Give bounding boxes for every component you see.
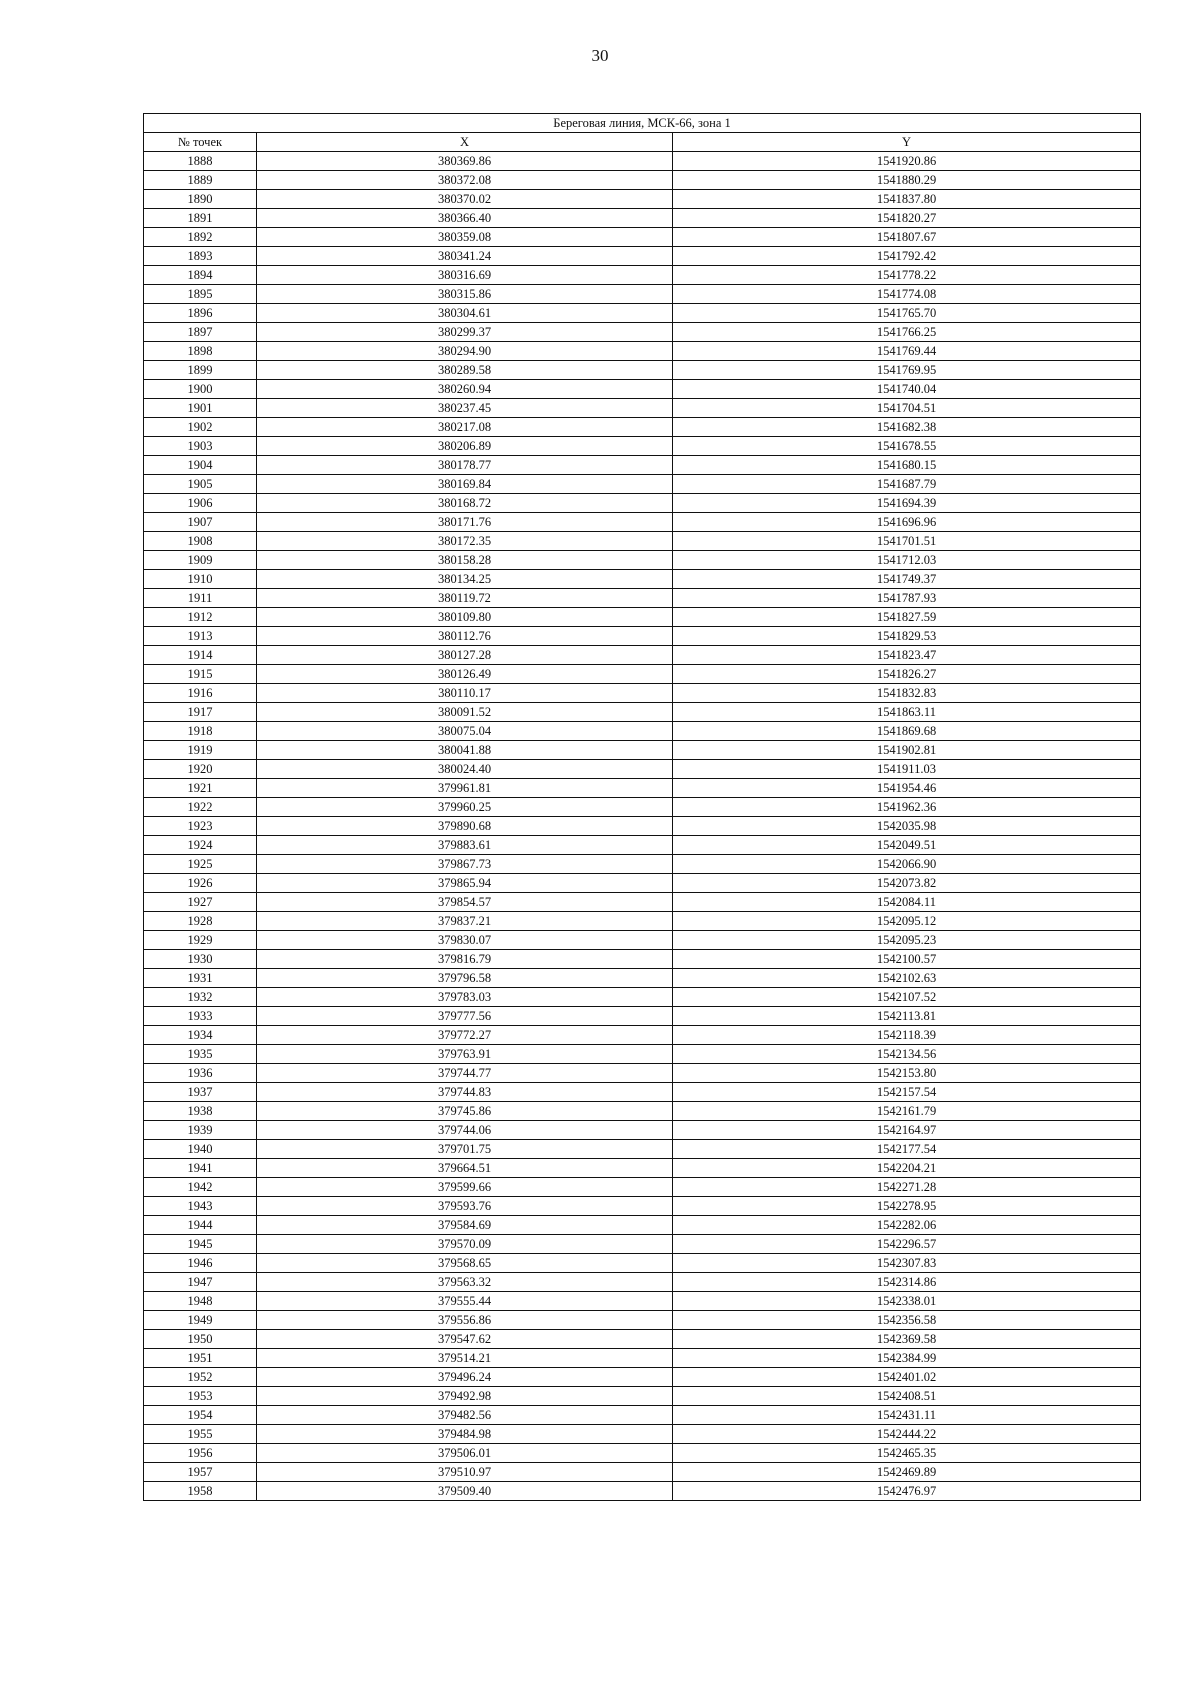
cell-point-number: 1939: [144, 1121, 257, 1140]
cell-point-number: 1945: [144, 1235, 257, 1254]
table-row: [144, 323, 1141, 342]
cell-point-number: 1936: [144, 1064, 257, 1083]
cell-y: 1542296.57: [673, 1235, 1141, 1254]
cell-x: 379593.76: [257, 1197, 673, 1216]
cell-point-number: 1888: [144, 152, 257, 171]
cell-x: 379783.03: [257, 988, 673, 1007]
cell-point-number: 1942: [144, 1178, 257, 1197]
table-row: [144, 1045, 1141, 1064]
cell-x: 379796.58: [257, 969, 673, 988]
table-row: [144, 931, 1141, 950]
cell-y: 1542384.99: [673, 1349, 1141, 1368]
cell-y: 1542444.22: [673, 1425, 1141, 1444]
cell-y: 1541807.67: [673, 228, 1141, 247]
cell-point-number: 1920: [144, 760, 257, 779]
cell-x: 379890.68: [257, 817, 673, 836]
cell-y: 1542356.58: [673, 1311, 1141, 1330]
cell-y: 1542107.52: [673, 988, 1141, 1007]
table-row: [144, 1387, 1141, 1406]
cell-y: 1542177.54: [673, 1140, 1141, 1159]
cell-point-number: 1909: [144, 551, 257, 570]
cell-x: 380172.35: [257, 532, 673, 551]
cell-y: 1541680.15: [673, 456, 1141, 475]
cell-point-number: 1899: [144, 361, 257, 380]
cell-x: 380127.28: [257, 646, 673, 665]
cell-point-number: 1905: [144, 475, 257, 494]
cell-x: 379763.91: [257, 1045, 673, 1064]
cell-x: 380260.94: [257, 380, 673, 399]
cell-point-number: 1949: [144, 1311, 257, 1330]
cell-point-number: 1922: [144, 798, 257, 817]
cell-y: 1541778.22: [673, 266, 1141, 285]
cell-x: 380369.86: [257, 152, 673, 171]
cell-point-number: 1926: [144, 874, 257, 893]
cell-y: 1541880.29: [673, 171, 1141, 190]
cell-y: 1542095.23: [673, 931, 1141, 950]
cell-y: 1542157.54: [673, 1083, 1141, 1102]
table-row: [144, 779, 1141, 798]
cell-y: 1541704.51: [673, 399, 1141, 418]
cell-x: 379960.25: [257, 798, 673, 817]
table-row: [144, 342, 1141, 361]
table-row: [144, 988, 1141, 1007]
cell-point-number: 1938: [144, 1102, 257, 1121]
cell-point-number: 1955: [144, 1425, 257, 1444]
cell-point-number: 1924: [144, 836, 257, 855]
table-row: [144, 1064, 1141, 1083]
table-row: [144, 817, 1141, 836]
cell-x: 379568.65: [257, 1254, 673, 1273]
cell-point-number: 1932: [144, 988, 257, 1007]
cell-point-number: 1947: [144, 1273, 257, 1292]
table-row: [144, 399, 1141, 418]
cell-x: 380372.08: [257, 171, 673, 190]
cell-y: 1541769.44: [673, 342, 1141, 361]
cell-y: 1541911.03: [673, 760, 1141, 779]
cell-y: 1542431.11: [673, 1406, 1141, 1425]
cell-y: 1541920.86: [673, 152, 1141, 171]
cell-x: 379883.61: [257, 836, 673, 855]
cell-x: 379816.79: [257, 950, 673, 969]
cell-point-number: 1956: [144, 1444, 257, 1463]
cell-y: 1542314.86: [673, 1273, 1141, 1292]
cell-x: 380316.69: [257, 266, 673, 285]
cell-point-number: 1943: [144, 1197, 257, 1216]
cell-point-number: 1916: [144, 684, 257, 703]
cell-point-number: 1908: [144, 532, 257, 551]
table-row: [144, 589, 1141, 608]
cell-x: 379584.69: [257, 1216, 673, 1235]
cell-point-number: 1957: [144, 1463, 257, 1482]
cell-y: 1542476.97: [673, 1482, 1141, 1501]
cell-y: 1542338.01: [673, 1292, 1141, 1311]
cell-y: 1541954.46: [673, 779, 1141, 798]
cell-point-number: 1953: [144, 1387, 257, 1406]
cell-y: 1541740.04: [673, 380, 1141, 399]
column-header-x: X: [257, 133, 673, 152]
cell-x: 380217.08: [257, 418, 673, 437]
cell-point-number: 1950: [144, 1330, 257, 1349]
cell-y: 1541682.38: [673, 418, 1141, 437]
cell-point-number: 1933: [144, 1007, 257, 1026]
cell-y: 1541827.59: [673, 608, 1141, 627]
cell-y: 1541902.81: [673, 741, 1141, 760]
cell-y: 1541832.83: [673, 684, 1141, 703]
table-row: [144, 475, 1141, 494]
cell-x: 379830.07: [257, 931, 673, 950]
cell-point-number: 1944: [144, 1216, 257, 1235]
cell-x: 380366.40: [257, 209, 673, 228]
table-row: [144, 722, 1141, 741]
cell-point-number: 1890: [144, 190, 257, 209]
cell-point-number: 1906: [144, 494, 257, 513]
cell-y: 1541765.70: [673, 304, 1141, 323]
cell-y: 1542282.06: [673, 1216, 1141, 1235]
table-row: [144, 684, 1141, 703]
table-row: [144, 1026, 1141, 1045]
cell-x: 380359.08: [257, 228, 673, 247]
cell-point-number: 1925: [144, 855, 257, 874]
cell-y: 1541774.08: [673, 285, 1141, 304]
cell-point-number: 1915: [144, 665, 257, 684]
table-row: [144, 1083, 1141, 1102]
cell-point-number: 1952: [144, 1368, 257, 1387]
cell-x: 380109.80: [257, 608, 673, 627]
table-row: [144, 1159, 1141, 1178]
table-row: [144, 912, 1141, 931]
cell-x: 379745.86: [257, 1102, 673, 1121]
cell-point-number: 1914: [144, 646, 257, 665]
table-row: [144, 627, 1141, 646]
cell-y: 1542307.83: [673, 1254, 1141, 1273]
cell-point-number: 1923: [144, 817, 257, 836]
table-row: [144, 285, 1141, 304]
cell-x: 379506.01: [257, 1444, 673, 1463]
cell-y: 1542095.12: [673, 912, 1141, 931]
cell-x: 379837.21: [257, 912, 673, 931]
cell-y: 1542278.95: [673, 1197, 1141, 1216]
table-row: [144, 1292, 1141, 1311]
cell-point-number: 1891: [144, 209, 257, 228]
cell-x: 379744.06: [257, 1121, 673, 1140]
table-row: [144, 760, 1141, 779]
cell-point-number: 1928: [144, 912, 257, 931]
coordinates-table: [143, 113, 1141, 1501]
table-row: [144, 380, 1141, 399]
table-row: [144, 247, 1141, 266]
table-row: [144, 1102, 1141, 1121]
cell-point-number: 1907: [144, 513, 257, 532]
cell-y: 1541863.11: [673, 703, 1141, 722]
cell-x: 380126.49: [257, 665, 673, 684]
cell-point-number: 1946: [144, 1254, 257, 1273]
table-header-row: [144, 133, 1141, 152]
table-row: [144, 1216, 1141, 1235]
table-row: [144, 152, 1141, 171]
cell-point-number: 1893: [144, 247, 257, 266]
table-row: [144, 1406, 1141, 1425]
table-row: [144, 969, 1141, 988]
cell-x: 379744.77: [257, 1064, 673, 1083]
cell-y: 1542035.98: [673, 817, 1141, 836]
cell-y: 1542401.02: [673, 1368, 1141, 1387]
table-row: [144, 513, 1141, 532]
cell-point-number: 1911: [144, 589, 257, 608]
cell-point-number: 1900: [144, 380, 257, 399]
cell-point-number: 1895: [144, 285, 257, 304]
cell-point-number: 1929: [144, 931, 257, 950]
cell-point-number: 1902: [144, 418, 257, 437]
table-row: [144, 1140, 1141, 1159]
cell-y: 1541701.51: [673, 532, 1141, 551]
cell-x: 380370.02: [257, 190, 673, 209]
cell-point-number: 1918: [144, 722, 257, 741]
table-body: [144, 152, 1141, 1501]
cell-point-number: 1948: [144, 1292, 257, 1311]
table-row: [144, 418, 1141, 437]
cell-y: 1542102.63: [673, 969, 1141, 988]
table-row: [144, 1349, 1141, 1368]
table-row: [144, 304, 1141, 323]
table-row: [144, 1178, 1141, 1197]
cell-x: 380158.28: [257, 551, 673, 570]
cell-point-number: 1940: [144, 1140, 257, 1159]
cell-x: 379563.32: [257, 1273, 673, 1292]
table-row: [144, 950, 1141, 969]
cell-x: 380315.86: [257, 285, 673, 304]
cell-x: 379777.56: [257, 1007, 673, 1026]
cell-point-number: 1954: [144, 1406, 257, 1425]
cell-point-number: 1921: [144, 779, 257, 798]
cell-x: 380289.58: [257, 361, 673, 380]
cell-x: 379570.09: [257, 1235, 673, 1254]
cell-x: 380341.24: [257, 247, 673, 266]
cell-x: 380041.88: [257, 741, 673, 760]
cell-x: 380024.40: [257, 760, 673, 779]
table-row: [144, 228, 1141, 247]
table-row: [144, 532, 1141, 551]
cell-point-number: 1951: [144, 1349, 257, 1368]
table-row: [144, 1463, 1141, 1482]
cell-y: 1541823.47: [673, 646, 1141, 665]
cell-x: 379961.81: [257, 779, 673, 798]
cell-point-number: 1935: [144, 1045, 257, 1064]
table-row: [144, 1311, 1141, 1330]
table-row: [144, 1007, 1141, 1026]
cell-y: 1541837.80: [673, 190, 1141, 209]
cell-y: 1542049.51: [673, 836, 1141, 855]
cell-x: 379514.21: [257, 1349, 673, 1368]
table-row: [144, 1425, 1141, 1444]
table-row: [144, 741, 1141, 760]
page-number: 30: [591, 46, 609, 65]
cell-x: 380110.17: [257, 684, 673, 703]
table-row: [144, 855, 1141, 874]
table-row: [144, 608, 1141, 627]
cell-x: 380091.52: [257, 703, 673, 722]
table-row: [144, 1197, 1141, 1216]
cell-y: 1541792.42: [673, 247, 1141, 266]
cell-y: 1542408.51: [673, 1387, 1141, 1406]
cell-point-number: 1894: [144, 266, 257, 285]
cell-x: 380171.76: [257, 513, 673, 532]
cell-point-number: 1912: [144, 608, 257, 627]
cell-x: 379854.57: [257, 893, 673, 912]
table-row: [144, 266, 1141, 285]
cell-x: 379556.86: [257, 1311, 673, 1330]
table-row: [144, 703, 1141, 722]
table-row: [144, 361, 1141, 380]
cell-y: 1542073.82: [673, 874, 1141, 893]
cell-y: 1542134.56: [673, 1045, 1141, 1064]
table-row: [144, 1482, 1141, 1501]
table-row: [144, 1273, 1141, 1292]
cell-x: 379599.66: [257, 1178, 673, 1197]
table-row: [144, 570, 1141, 589]
cell-y: 1541869.68: [673, 722, 1141, 741]
cell-y: 1542161.79: [673, 1102, 1141, 1121]
table-row: [144, 893, 1141, 912]
cell-y: 1541749.37: [673, 570, 1141, 589]
table-row: [144, 665, 1141, 684]
cell-point-number: 1934: [144, 1026, 257, 1045]
cell-y: 1542113.81: [673, 1007, 1141, 1026]
column-header-point-number: № точек: [144, 133, 257, 152]
cell-point-number: 1901: [144, 399, 257, 418]
table-row: [144, 874, 1141, 893]
cell-x: 380134.25: [257, 570, 673, 589]
cell-x: 380119.72: [257, 589, 673, 608]
cell-x: 379555.44: [257, 1292, 673, 1311]
table-row: [144, 1444, 1141, 1463]
cell-x: 379547.62: [257, 1330, 673, 1349]
cell-y: 1541694.39: [673, 494, 1141, 513]
cell-y: 1541826.27: [673, 665, 1141, 684]
table-caption-row: [144, 114, 1141, 133]
cell-y: 1542066.90: [673, 855, 1141, 874]
cell-x: 380169.84: [257, 475, 673, 494]
cell-x: 379509.40: [257, 1482, 673, 1501]
cell-point-number: 1889: [144, 171, 257, 190]
cell-point-number: 1919: [144, 741, 257, 760]
cell-x: 380075.04: [257, 722, 673, 741]
cell-y: 1542369.58: [673, 1330, 1141, 1349]
cell-x: 379664.51: [257, 1159, 673, 1178]
cell-x: 380206.89: [257, 437, 673, 456]
cell-point-number: 1937: [144, 1083, 257, 1102]
cell-point-number: 1903: [144, 437, 257, 456]
table-row: [144, 456, 1141, 475]
cell-x: 379510.97: [257, 1463, 673, 1482]
cell-x: 379744.83: [257, 1083, 673, 1102]
table-row: [144, 190, 1141, 209]
table-row: [144, 1121, 1141, 1140]
table-row: [144, 1254, 1141, 1273]
table-row: [144, 1235, 1141, 1254]
cell-point-number: 1917: [144, 703, 257, 722]
cell-x: 380304.61: [257, 304, 673, 323]
cell-y: 1541787.93: [673, 589, 1141, 608]
cell-y: 1541696.96: [673, 513, 1141, 532]
cell-y: 1542204.21: [673, 1159, 1141, 1178]
cell-point-number: 1930: [144, 950, 257, 969]
cell-y: 1541678.55: [673, 437, 1141, 456]
table-caption: Береговая линия, МСК-66, зона 1: [144, 114, 1141, 133]
cell-point-number: 1910: [144, 570, 257, 589]
table-row: [144, 1368, 1141, 1387]
cell-y: 1542118.39: [673, 1026, 1141, 1045]
table-row: [144, 646, 1141, 665]
cell-y: 1541769.95: [673, 361, 1141, 380]
cell-y: 1541712.03: [673, 551, 1141, 570]
cell-x: 379865.94: [257, 874, 673, 893]
cell-y: 1542271.28: [673, 1178, 1141, 1197]
cell-x: 380168.72: [257, 494, 673, 513]
cell-x: 380237.45: [257, 399, 673, 418]
cell-y: 1541962.36: [673, 798, 1141, 817]
cell-y: 1542153.80: [673, 1064, 1141, 1083]
cell-point-number: 1898: [144, 342, 257, 361]
cell-point-number: 1931: [144, 969, 257, 988]
table-row: [144, 1330, 1141, 1349]
table-row: [144, 494, 1141, 513]
cell-y: 1541829.53: [673, 627, 1141, 646]
cell-x: 379492.98: [257, 1387, 673, 1406]
cell-point-number: 1896: [144, 304, 257, 323]
cell-point-number: 1892: [144, 228, 257, 247]
cell-y: 1542465.35: [673, 1444, 1141, 1463]
cell-x: 379496.24: [257, 1368, 673, 1387]
cell-x: 380299.37: [257, 323, 673, 342]
cell-y: 1542084.11: [673, 893, 1141, 912]
cell-y: 1542469.89: [673, 1463, 1141, 1482]
cell-point-number: 1897: [144, 323, 257, 342]
cell-y: 1541766.25: [673, 323, 1141, 342]
table-row: [144, 171, 1141, 190]
cell-x: 380112.76: [257, 627, 673, 646]
cell-y: 1541820.27: [673, 209, 1141, 228]
cell-point-number: 1927: [144, 893, 257, 912]
cell-x: 379484.98: [257, 1425, 673, 1444]
cell-x: 379482.56: [257, 1406, 673, 1425]
cell-x: 379867.73: [257, 855, 673, 874]
column-header-y: Y: [673, 133, 1141, 152]
table-row: [144, 798, 1141, 817]
cell-point-number: 1941: [144, 1159, 257, 1178]
cell-x: 379772.27: [257, 1026, 673, 1045]
table-row: [144, 836, 1141, 855]
cell-y: 1542164.97: [673, 1121, 1141, 1140]
table-row: [144, 551, 1141, 570]
cell-point-number: 1958: [144, 1482, 257, 1501]
cell-x: 379701.75: [257, 1140, 673, 1159]
cell-x: 380294.90: [257, 342, 673, 361]
cell-y: 1541687.79: [673, 475, 1141, 494]
cell-point-number: 1904: [144, 456, 257, 475]
cell-x: 380178.77: [257, 456, 673, 475]
table-row: [144, 437, 1141, 456]
table-row: [144, 209, 1141, 228]
cell-y: 1542100.57: [673, 950, 1141, 969]
cell-point-number: 1913: [144, 627, 257, 646]
